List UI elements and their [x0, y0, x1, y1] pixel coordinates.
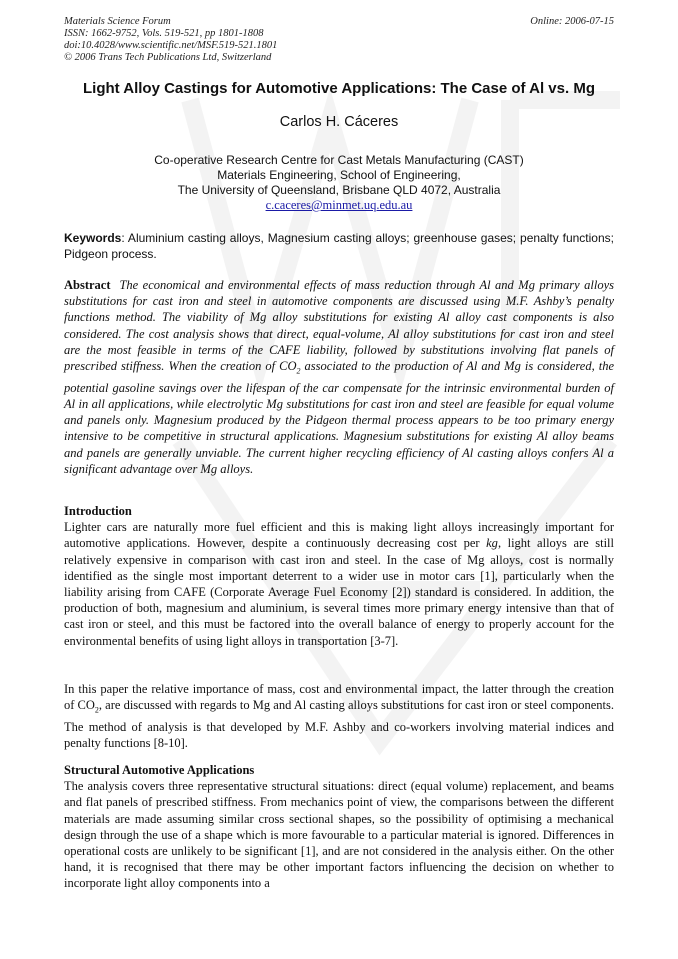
paper-title: Light Alloy Castings for Automotive Applications: The Case of Al vs. Mg — [83, 80, 595, 97]
abstract-text-1: The economical and environmental effects of mass reduction through Al and Mg primary alloys substitutions for cast iron and steel in automotive components are discussed using M.F. Ashby’s penalty functions method. The viability of Mg alloy substitutions for existing Al alloy cast components is also considered. The cost analysis shows that direct, equal-volume, Al alloy substitutions for cast iron and steel are the most feasible in terms of the CAFE liability, followed by substitutions involving flat panels of prescribed stiffness. When the creation of CO — [64, 278, 615, 374]
keywords-block — [64, 231, 614, 262]
issn-line: ISSN: 1662-9752, Vols. 519-521, pp 1801-1808 — [64, 28, 264, 39]
journal-header — [64, 16, 277, 64]
intro-p2-text-2: , are discussed with regards to Mg and Al casting alloys substitutions for cast iron or steel components. The method of analysis is that developed by M.F. Ashby and co-workers involving material indices and penalty functions [8-10]. — [64, 698, 615, 751]
abstract-label: Abstract — [64, 278, 111, 292]
structural-paragraph: The analysis covers three representative structural situations: direct (equal volume) replacement, and beams and flat panels of prescribed stiffness. From mechanics point of view, the comparisons between the different materials are made assuming similar cross sectional shapes, so the possibility of optimising a mechanical design through the use of a shape which is more favourable to a particular material is ignored. Differences in operational costs are unlikely to be significant [1], and are not considered in the analysis either. On the other hand, it is recognised that there may be other important factors influencing the decision on whether to incorporate light alloy components into a — [64, 779, 614, 891]
affiliation-line-2: Materials Engineering, School of Engineering, — [217, 168, 461, 182]
online-date: Online: 2006-07-15 — [530, 16, 614, 27]
affiliation-block — [40, 153, 638, 213]
abstract-block — [64, 277, 614, 477]
abstract-subscript: 2 — [296, 366, 301, 376]
affiliation-line-3: The University of Queensland, Brisbane QLD 4072, Australia — [177, 183, 501, 197]
introduction-paragraph-2 — [64, 681, 614, 751]
intro-p1-kg: kg — [486, 536, 498, 551]
doi-line: doi:10.4028/www.scientific.net/MSF.519-521.1801 — [64, 40, 278, 51]
journal-name: Materials Science Forum — [64, 16, 171, 27]
intro-p2-subscript: 2 — [94, 705, 99, 715]
abstract-text-2: associated to the production of Al and Mg is considered, the potential gasoline savings over the lifespan of the car compensate for the intrinsic environmental burden of Al in all applications, while electrolytic Mg substitutions for cast iron and steel are feasible for equal volume and panels only. Magnesium produced by the Pidgeon thermal process appears to be too primary energy intensive to be competitive in structural applications. Magnesium substitutions for existing Al alloy beams and panels are generally unviable. The current higher recycling efficiency of Al casting alloys confers Al a significant advantage over Mg alloys. — [64, 359, 615, 476]
keywords-label: Keywords — [64, 231, 122, 245]
introduction-heading: Introduction — [64, 504, 132, 518]
intro-p2-text-1: In this paper the relative importance of mass, cost and environmental impact, the latter through the creation of CO — [64, 682, 614, 713]
introduction-paragraph-1 — [64, 519, 614, 649]
introduction-section — [64, 503, 614, 649]
structural-section — [64, 762, 614, 892]
intro-p1-text-2: , light alloys are still relatively expensive in comparison with cast iron and steel. In the case of Mg alloys, cost is normally identified as the single most important deterrent to a wider use in motor cars [1], particularly when the liability arising from CAFE (Corporate Average Fuel Economy [2]) standard is considered. In addition, the production of both, magnesium and aluminium, is several times more primary energy intensive than that of cast iron or steel, and this must be factored into the overall balance of energy to properly account for the environmental benefits of using light alloys in transportation [3-7]. — [64, 536, 615, 648]
email-link[interactable]: c.caceres@minmet.uq.edu.au — [265, 198, 413, 212]
keywords-text: : Aluminium casting alloys, Magnesium casting alloys; greenhouse gases; penalty functions; Pidgeon process. — [64, 231, 614, 261]
author-name: Carlos H. Cáceres — [279, 114, 399, 130]
structural-heading: Structural Automotive Applications — [64, 763, 255, 777]
affiliation-line-1: Co-operative Research Centre for Cast Metals Manufacturing (CAST) — [154, 153, 524, 167]
copyright-line: © 2006 Trans Tech Publications Ltd, Switzerland — [64, 52, 272, 63]
intro-p1-text-1: Lighter cars are naturally more fuel efficient and this is making light alloys increasingly important for automotive applications. However, despite a continuously decreasing cost per — [64, 520, 614, 551]
